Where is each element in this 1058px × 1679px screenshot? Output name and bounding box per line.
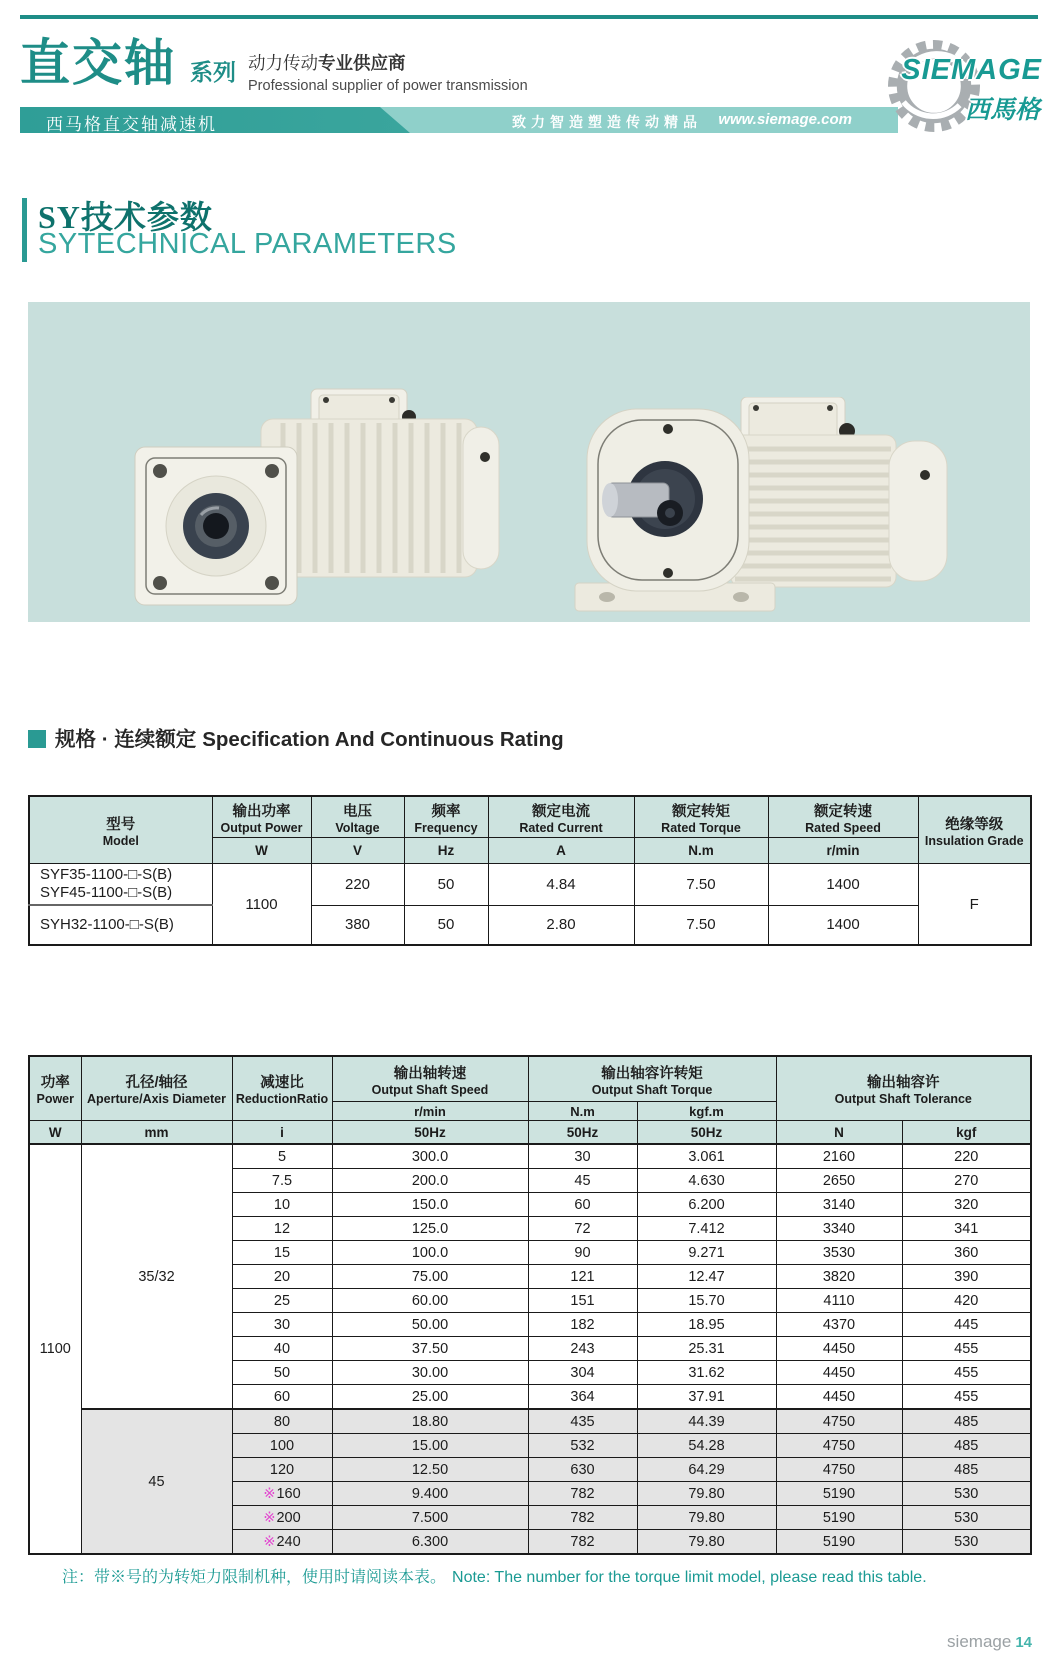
tolerance-n-value: 4450 xyxy=(776,1361,902,1385)
torque-nm-value: 30 xyxy=(528,1144,637,1169)
tolerance-kgf-value: 320 xyxy=(902,1193,1031,1217)
torque-limit-star: ※ xyxy=(263,1509,276,1526)
output-speed-value: 30.00 xyxy=(332,1361,528,1385)
model-name: SYF45-1100-□-S(B) xyxy=(40,884,173,901)
t2-header-ratio: 减速比 ReductionRatio xyxy=(232,1056,332,1121)
reduction-ratio-value: 40 xyxy=(232,1337,332,1361)
t2-header-aperture: 孔径/轴径 Aperture/Axis Diameter xyxy=(81,1056,232,1121)
tolerance-n-value: 5190 xyxy=(776,1482,902,1506)
tolerance-kgf-value: 455 xyxy=(902,1385,1031,1410)
tolerance-kgf-value: 270 xyxy=(902,1169,1031,1193)
torque-nm-value: 90 xyxy=(528,1241,637,1265)
tolerance-n-value: 4750 xyxy=(776,1409,902,1434)
t1-header-model: 型号 Model xyxy=(29,796,212,864)
t1-header-rated-current: 额定电流 Rated Current xyxy=(488,796,634,838)
tolerance-kgf-value: 485 xyxy=(902,1458,1031,1482)
tagline-zh-normal: 动力传动 xyxy=(248,53,318,73)
torque-nm-value: 45 xyxy=(528,1169,637,1193)
torque-nm-value: 121 xyxy=(528,1265,637,1289)
parameters-row xyxy=(29,1409,1031,1434)
output-speed-value: 18.80 xyxy=(332,1409,528,1434)
output-speed-value: 6.300 xyxy=(332,1530,528,1555)
torque-nm-value: 364 xyxy=(528,1385,637,1410)
torque-kgfm-value: 18.95 xyxy=(637,1313,776,1337)
torque-kgfm-value: 37.91 xyxy=(637,1385,776,1410)
t2-header-torque: 输出轴容许转矩 Output Shaft Torque xyxy=(528,1056,776,1102)
output-power-value: 1100 xyxy=(212,864,311,946)
current-value: 4.84 xyxy=(488,864,634,906)
t2-body xyxy=(29,1144,1031,1554)
section-title-en: SYTECHNICAL PARAMETERS xyxy=(38,228,457,260)
tolerance-kgf-value: 530 xyxy=(902,1530,1031,1555)
page-number: 14 xyxy=(1015,1634,1032,1651)
torque-nm-value: 60 xyxy=(528,1193,637,1217)
frequency-value: 50 xyxy=(404,905,488,945)
tolerance-n-value: 4110 xyxy=(776,1289,902,1313)
reduction-ratio-value: 50 xyxy=(232,1361,332,1385)
reduction-ratio-value: 100 xyxy=(232,1434,332,1458)
tolerance-n-value: 5190 xyxy=(776,1506,902,1530)
t2-header-speed: 输出轴转速 Output Shaft Speed xyxy=(332,1056,528,1102)
product-photos xyxy=(28,302,1030,622)
tagline-zh-bold: 专业供应商 xyxy=(318,53,406,73)
logo-chinese: 西馬格 xyxy=(964,97,1040,124)
t2-unit-50hz-kgfm: 50Hz xyxy=(637,1121,776,1145)
t1-unit-power: W xyxy=(212,838,311,864)
page-footer xyxy=(947,1632,1032,1652)
t1-header-frequency: 频率 Frequency xyxy=(404,796,488,838)
series-title-main: 直交轴 xyxy=(20,35,176,91)
tolerance-kgf-value: 485 xyxy=(902,1409,1031,1434)
tolerance-kgf-value: 420 xyxy=(902,1289,1031,1313)
series-title-suffix: 系列 xyxy=(190,59,236,85)
torque-kgfm-value: 12.47 xyxy=(637,1265,776,1289)
spec-table xyxy=(28,795,1032,946)
tolerance-kgf-value: 485 xyxy=(902,1434,1031,1458)
tolerance-kgf-value: 390 xyxy=(902,1265,1031,1289)
company-tagline xyxy=(248,50,528,94)
torque-nm-value: 182 xyxy=(528,1313,637,1337)
output-speed-value: 60.00 xyxy=(332,1289,528,1313)
output-speed-value: 125.0 xyxy=(332,1217,528,1241)
torque-kgfm-value: 44.39 xyxy=(637,1409,776,1434)
header-banner xyxy=(20,107,898,133)
torque-limit-star: ※ xyxy=(263,1485,276,1502)
reduction-ratio-value: 20 xyxy=(232,1265,332,1289)
torque-nm-value: 782 xyxy=(528,1482,637,1506)
t1-header-insulation: 绝缘等级 Insulation Grade xyxy=(918,796,1031,864)
footnote-zh: 注：带※号的为转矩力限制机种，使用时请阅读本表。 xyxy=(62,1569,447,1586)
tolerance-kgf-value: 341 xyxy=(902,1217,1031,1241)
torque-nm-value: 151 xyxy=(528,1289,637,1313)
footer-brand: siemage xyxy=(947,1632,1012,1651)
t1-unit-current: A xyxy=(488,838,634,864)
torque-kgfm-value: 79.80 xyxy=(637,1506,776,1530)
product-photo-flange-motor xyxy=(133,387,503,607)
spec-row-380v xyxy=(29,905,1031,945)
torque-kgfm-value: 6.200 xyxy=(637,1193,776,1217)
t2-unit-50hz-nm: 50Hz xyxy=(528,1121,637,1145)
tolerance-n-value: 2650 xyxy=(776,1169,902,1193)
section-title-zh: SY技术参数 xyxy=(38,199,213,235)
section-accent-bar xyxy=(22,198,27,262)
torque-nm-value: 782 xyxy=(528,1506,637,1530)
torque-nm-value: 72 xyxy=(528,1217,637,1241)
t2-unit-50hz-speed: 50Hz xyxy=(332,1121,528,1145)
speed-value: 1400 xyxy=(768,864,918,906)
torque-kgfm-value: 31.62 xyxy=(637,1361,776,1385)
tolerance-n-value: 4750 xyxy=(776,1458,902,1482)
parameters-table xyxy=(28,1055,1032,1555)
t2-header-tolerance: 输出轴容许 Output Shaft Tolerance xyxy=(776,1056,1031,1121)
output-speed-value: 7.500 xyxy=(332,1506,528,1530)
tagline-en: Professional supplier of power transmission xyxy=(248,78,528,94)
torque-nm-value: 243 xyxy=(528,1337,637,1361)
reduction-ratio-value: 10 xyxy=(232,1193,332,1217)
reduction-ratio-value: ※240 xyxy=(232,1530,332,1555)
spec-row-220v xyxy=(29,864,1031,906)
aperture-value: 45 xyxy=(81,1409,232,1554)
output-speed-value: 75.00 xyxy=(332,1265,528,1289)
model-name: SYF35-1100-□-S(B) xyxy=(40,866,173,883)
t2-header-power: 功率 Power xyxy=(29,1056,81,1121)
tolerance-kgf-value: 530 xyxy=(902,1482,1031,1506)
banner-slogan: 致力智造塑造传动精品 xyxy=(512,114,702,130)
reduction-ratio-value: 7.5 xyxy=(232,1169,332,1193)
output-speed-value: 25.00 xyxy=(332,1385,528,1410)
torque-kgfm-value: 15.70 xyxy=(637,1289,776,1313)
current-value: 2.80 xyxy=(488,905,634,945)
reduction-ratio-value: 5 xyxy=(232,1144,332,1169)
torque-kgfm-value: 9.271 xyxy=(637,1241,776,1265)
parameters-row xyxy=(29,1144,1031,1169)
reduction-ratio-value: 15 xyxy=(232,1241,332,1265)
model-cell xyxy=(29,864,212,906)
t2-unit-i: i xyxy=(232,1121,332,1145)
model-cell: SYH32-1100-□-S(B) xyxy=(29,905,212,945)
frequency-value: 50 xyxy=(404,864,488,906)
t2-unit-w: W xyxy=(29,1121,81,1145)
power-value: 1100 xyxy=(29,1144,81,1554)
speed-value: 1400 xyxy=(768,905,918,945)
footnote-en: Note: The number for the torque limit model, please read this table. xyxy=(452,1569,927,1586)
torque-nm-value: 435 xyxy=(528,1409,637,1434)
tolerance-n-value: 4370 xyxy=(776,1313,902,1337)
torque-kgfm-value: 7.412 xyxy=(637,1217,776,1241)
output-speed-value: 15.00 xyxy=(332,1434,528,1458)
siemage-logo xyxy=(858,34,1042,136)
t1-unit-torque: N.m xyxy=(634,838,768,864)
tolerance-n-value: 4450 xyxy=(776,1337,902,1361)
torque-nm-value: 304 xyxy=(528,1361,637,1385)
torque-kgfm-value: 25.31 xyxy=(637,1337,776,1361)
tolerance-kgf-value: 530 xyxy=(902,1506,1031,1530)
logo-wordmark: SIEMAGE xyxy=(901,54,1042,86)
footnote xyxy=(62,1564,927,1587)
output-speed-value: 50.00 xyxy=(332,1313,528,1337)
t2-unit-mm: mm xyxy=(81,1121,232,1145)
banner-product-label: 西马格直交轴减速机 xyxy=(46,115,217,134)
reduction-ratio-value: 30 xyxy=(232,1313,332,1337)
torque-kgfm-value: 54.28 xyxy=(637,1434,776,1458)
t2-unit-n: N xyxy=(776,1121,902,1145)
aperture-value: 35/32 xyxy=(81,1144,232,1409)
tolerance-n-value: 3340 xyxy=(776,1217,902,1241)
t1-header-rated-speed: 额定转速 Rated Speed xyxy=(768,796,918,838)
output-speed-value: 100.0 xyxy=(332,1241,528,1265)
tolerance-n-value: 2160 xyxy=(776,1144,902,1169)
header-rule xyxy=(20,15,1038,19)
output-speed-value: 150.0 xyxy=(332,1193,528,1217)
torque-kgfm-value: 79.80 xyxy=(637,1530,776,1555)
reduction-ratio-value: 25 xyxy=(232,1289,332,1313)
torque-nm-value: 630 xyxy=(528,1458,637,1482)
tolerance-n-value: 3820 xyxy=(776,1265,902,1289)
insulation-grade-value: F xyxy=(918,864,1031,946)
output-speed-value: 9.400 xyxy=(332,1482,528,1506)
spec-heading-zh: 规格 · 连续额定 xyxy=(55,728,197,751)
tolerance-n-value: 4750 xyxy=(776,1434,902,1458)
product-photo-shaft-motor xyxy=(573,397,968,622)
output-speed-value: 200.0 xyxy=(332,1169,528,1193)
website-url[interactable]: www.siemage.com xyxy=(718,111,852,128)
torque-nm-value: 782 xyxy=(528,1530,637,1555)
tolerance-kgf-value: 455 xyxy=(902,1337,1031,1361)
t2-sub-nm: N.m xyxy=(528,1102,637,1121)
tolerance-kgf-value: 220 xyxy=(902,1144,1031,1169)
t1-unit-speed: r/min xyxy=(768,838,918,864)
spec-section-heading xyxy=(28,722,564,752)
torque-kgfm-value: 64.29 xyxy=(637,1458,776,1482)
reduction-ratio-value: 12 xyxy=(232,1217,332,1241)
torque-limit-star: ※ xyxy=(263,1533,276,1550)
voltage-value: 380 xyxy=(311,905,404,945)
reduction-ratio-value: 120 xyxy=(232,1458,332,1482)
reduction-ratio-value: ※200 xyxy=(232,1506,332,1530)
t1-header-voltage: 电压 Voltage xyxy=(311,796,404,838)
tolerance-n-value: 4450 xyxy=(776,1385,902,1410)
tolerance-n-value: 3140 xyxy=(776,1193,902,1217)
reduction-ratio-value: ※160 xyxy=(232,1482,332,1506)
t2-unit-kgf: kgf xyxy=(902,1121,1031,1145)
t2-sub-rmin: r/min xyxy=(332,1102,528,1121)
series-title xyxy=(20,36,236,91)
t1-header-output-power: 输出功率 Output Power xyxy=(212,796,311,838)
t1-header-rated-torque: 额定转矩 Rated Torque xyxy=(634,796,768,838)
reduction-ratio-value: 60 xyxy=(232,1385,332,1410)
torque-value: 7.50 xyxy=(634,864,768,906)
torque-kgfm-value: 4.630 xyxy=(637,1169,776,1193)
torque-kgfm-value: 79.80 xyxy=(637,1482,776,1506)
reduction-ratio-value: 80 xyxy=(232,1409,332,1434)
torque-nm-value: 532 xyxy=(528,1434,637,1458)
output-speed-value: 12.50 xyxy=(332,1458,528,1482)
tolerance-kgf-value: 360 xyxy=(902,1241,1031,1265)
spec-heading-en: Specification And Continuous Rating xyxy=(202,728,564,751)
tagline-zh xyxy=(248,50,528,75)
output-speed-value: 300.0 xyxy=(332,1144,528,1169)
tolerance-kgf-value: 455 xyxy=(902,1361,1031,1385)
t2-sub-kgfm: kgf.m xyxy=(637,1102,776,1121)
heading-square-bullet xyxy=(28,730,46,748)
tolerance-kgf-value: 445 xyxy=(902,1313,1031,1337)
t1-unit-voltage: V xyxy=(311,838,404,864)
output-speed-value: 37.50 xyxy=(332,1337,528,1361)
t1-unit-frequency: Hz xyxy=(404,838,488,864)
tolerance-n-value: 5190 xyxy=(776,1530,902,1555)
tolerance-n-value: 3530 xyxy=(776,1241,902,1265)
voltage-value: 220 xyxy=(311,864,404,906)
torque-kgfm-value: 3.061 xyxy=(637,1144,776,1169)
torque-value: 7.50 xyxy=(634,905,768,945)
